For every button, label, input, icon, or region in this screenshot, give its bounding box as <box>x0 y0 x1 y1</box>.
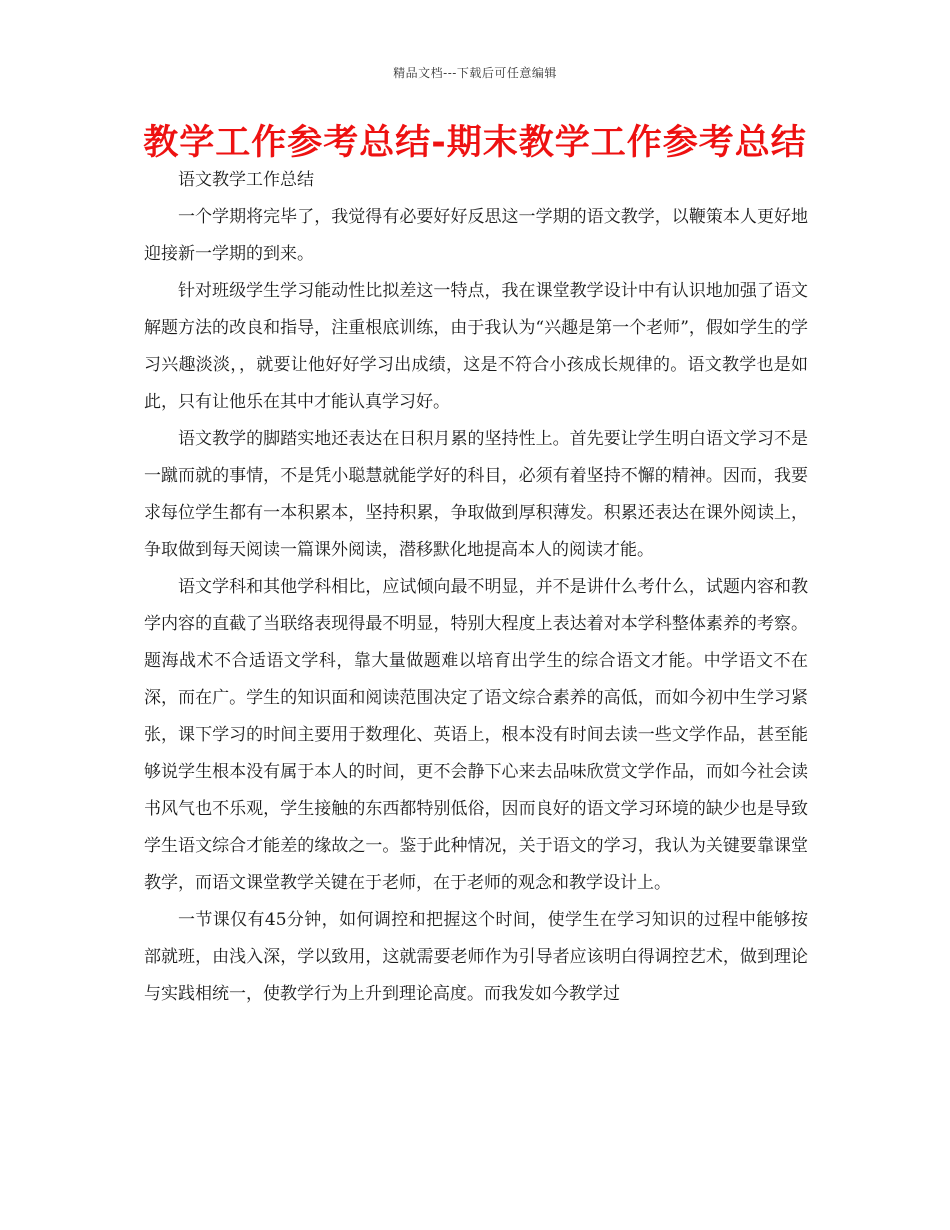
document-body <box>144 162 808 1013</box>
paragraph: 语文教学的脚踏实地还表达在日积月累的坚持性上。首先要让学生明白语文学习不是一蹴而就的事情，不是凭小聪慧就能学好的科目，必须有着坚持不懈的精神。因而，我要求每位学生都有一本积累本，坚持积累，争取做到厚积薄发。积累还表达在课外阅读上，争取做到每天阅读一篇课外阅读，潜移默化地提高本人的阅读才能。 <box>144 429 808 560</box>
header-note: 精品文档---下载后可任意编辑 <box>393 66 557 80</box>
document-title: 教学工作参考总结-期末教学工作参考总结 <box>143 123 807 163</box>
paragraph: 一个学期将完毕了，我觉得有必要好好反思这一学期的语文教学，以鞭策本人更好地迎接新一学期的到来。 <box>144 207 808 264</box>
paragraph: 一节课仅有45分钟，如何调控和把握这个时间，使学生在学习知识的过程中能够按部就班，由浅入深，学以致用，这就需要老师作为引导者应该明白得调控艺术，做到理论与实践相统一，使教学行为上升到理论高度。而我发如今教学过 <box>144 910 808 1004</box>
paragraph: 语文学科和其他学科相比，应试倾向最不明显，并不是讲什么考什么，试题内容和教学内容的直截了当联络表现得最不明显，特别大程度上表达着对本学科整体素养的考察。题海战术不合适语文学科，靠大量做题难以培育出学生的综合语文才能。中学语文不在深，而在广。学生的知识面和阅读范围决定了语文综合素养的高低，而如今初中生学习紧张，课下学习的时间主要用于数理化、英语上，根本没有时间去读一些文学作品，甚至能够说学生根本没有属于本人的时间，更不会静下心来去品味欣赏文学作品，而如今社会读书风气也不乐观，学生接触的东西都特别低俗，因而良好的语文学习环境的缺少也是导致学生语文综合才能差的缘故之一。鉴于此种情况，关于语文的学习，我认为关键要靠课堂教学，而语文课堂教学关键在于老师，在于老师的观念和教学设计上。 <box>144 577 808 893</box>
paragraph: 针对班级学生学习能动性比拟差这一特点，我在课堂教学设计中有认识地加强了语文解题方法的改良和指导，注重根底训练，由于我认为“兴趣是第一个老师”，假如学生的学习兴趣淡淡，，就要让他好好学习出成绩，这是不符合小孩成长规律的。语文教学也是如此，只有让他乐在其中才能认真学习好。 <box>144 281 808 412</box>
section-heading: 语文教学工作总结 <box>178 170 314 190</box>
